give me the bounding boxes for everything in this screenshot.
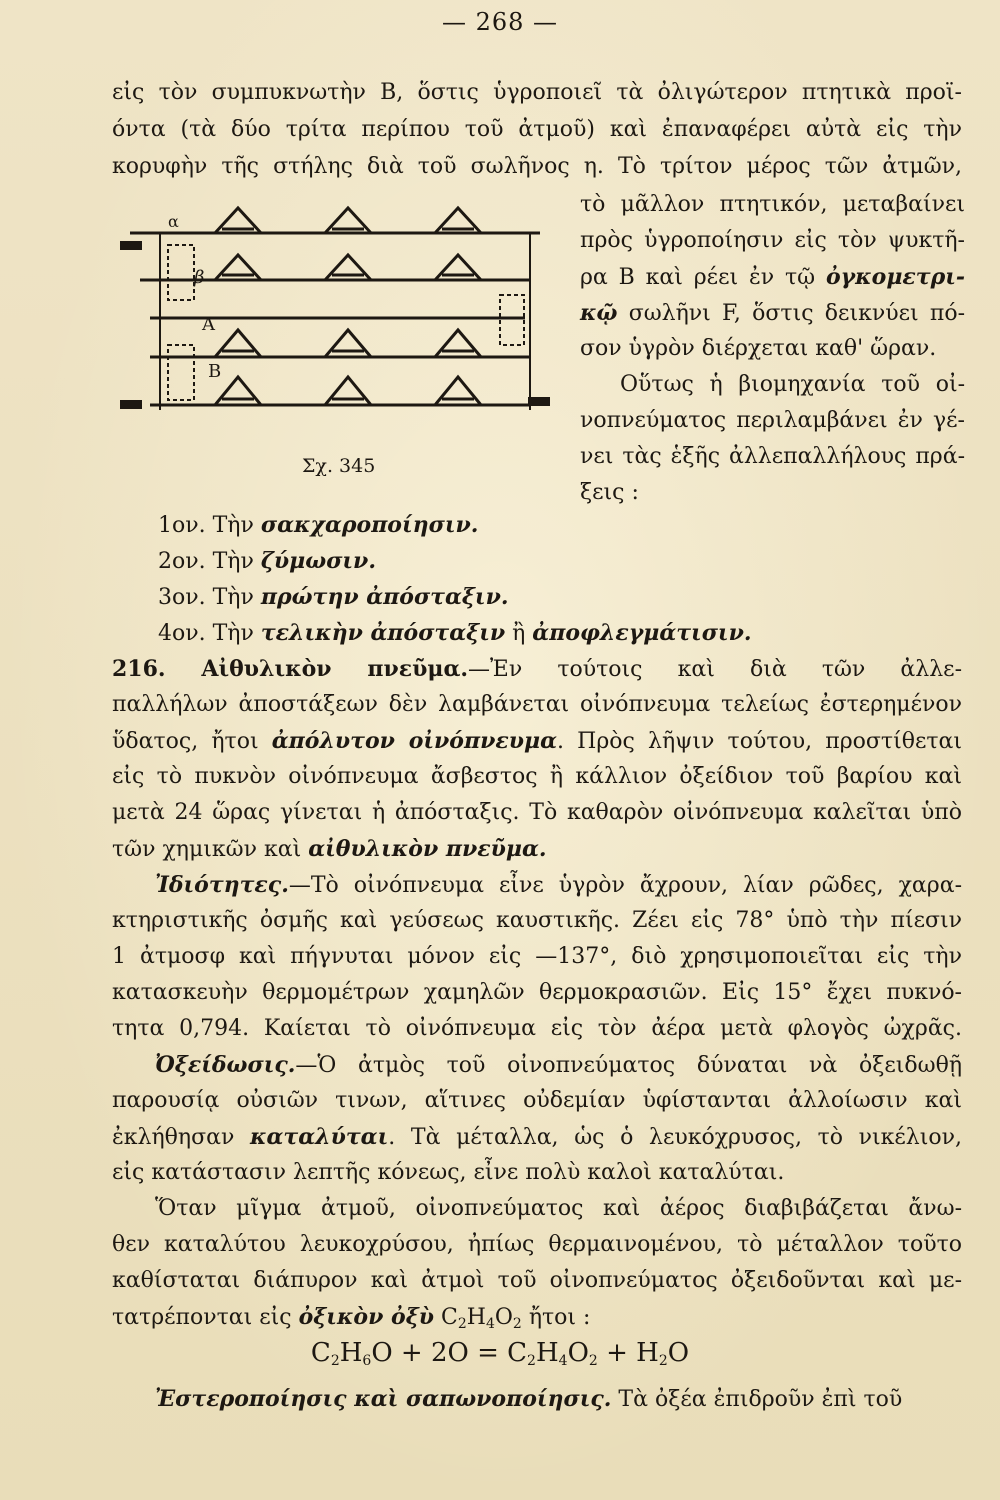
text-line: όντα (τὰ δύο τρίτα περίπου τοῦ ἀτμοῦ) καὶ ἐπαναφέρει αὐτὰ εἰς τὴν <box>112 117 962 142</box>
column-line: πρὸς ὑγροποίησιν εἰς τὸν ψυκτῆ- <box>580 228 965 253</box>
text-line: κορυφὴν τῆς στήλης διὰ τοῦ σωλῆνος η. Τὸ τρίτον μέρος τῶν ἀτμῶν, <box>112 154 962 179</box>
text-line: παλλήλων ἀποστάξεων δὲν λαμβάνεται οἰνόπνευμα τελείως ἐστερημένον <box>112 692 962 717</box>
figure-label-B: Β <box>208 361 222 382</box>
text-line: εἰς τὸ πυκνὸν οἰνόπνευμα ἄσβεστος ἢ κάλλιον ὀξείδιον τοῦ βαρίου καὶ <box>112 764 962 789</box>
section-number: 216. <box>112 656 166 682</box>
figure-label-beta: β <box>194 267 205 288</box>
text-line: Ὅταν μῖγμα ἀτμοῦ, οἰνοπνεύματος καὶ ἀέρος διαβιβάζεται ἄνω- <box>155 1196 962 1221</box>
text-line: καθίσταται διάπυρον καὶ ἀτμοὶ τοῦ οἰνοπνεύματος ὀξειδοῦνται καὶ με- <box>112 1268 962 1293</box>
text-line: θεν καταλύτου λευκοχρύσου, ἠπίως θερμαινομένου, τὸ μέταλλον τοῦτο <box>112 1232 962 1257</box>
text-line: κτηριστικῆς ὀσμῆς καὶ γεύσεως καυστικῆς. Ζέει εἰς 78° ὑπὸ τὴν πίεσιν <box>112 908 962 933</box>
text-line: ὕδατος, ἤτοι ἀπόλυτον οἰνόπνευμα. Πρὸς λῆψιν τούτου, προστίθεται <box>112 728 963 754</box>
section-heading-line: 216. Αἰθυλικὸν πνεῦμα.—Ἐν τούτοις καὶ διὰ τῶν ἀλλε- <box>112 656 963 682</box>
section-title: Αἰθυλικὸν πνεῦμα. <box>165 656 469 682</box>
figure-label-alpha: α <box>168 212 179 231</box>
column-line: Οὕτως ἡ βιομηχανία τοῦ οἰ- <box>620 372 965 397</box>
text-line: τητα 0,794. Καίεται τὸ οἰνόπνευμα εἰς τὸν ἀέρα μετὰ φλογὸς ὠχρᾶς. <box>112 1016 962 1041</box>
column-line: νει τὰς ἑξῆς ἀλλεπαλλήλους πρά- <box>580 444 965 469</box>
distillation-column-figure <box>120 205 550 450</box>
text-line: εἰς κατάστασιν λεπτῆς κόνεως, εἶνε πολὺ καλοὶ καταλύται. <box>112 1160 785 1185</box>
text-line: εἰς τὸν συμπυκνωτὴν Β, ὅστις ὑγροποιεῖ τὰ ὀλιγώτερον πτητικὰ προϊ- <box>112 80 962 105</box>
text-line: μετὰ 24 ὥρας γίνεται ἡ ἀπόσταξις. Τὸ καθαρὸν οἰνόπνευμα καλεῖται ὑπὸ <box>112 800 962 825</box>
column-line: ρα Β καὶ ρέει ἐν τῷ ὀγκομετρι- <box>580 264 965 290</box>
page-number: — 268 — <box>441 8 559 36</box>
figure-caption: Σχ. 345 <box>302 455 376 477</box>
text-line: 1 ἀτμοσφ καὶ πήγνυται μόνον εἰς —137°, διὸ χρησιμοποιεῖται εἰς τὴν <box>112 944 962 969</box>
text-line: Ἐστεροποίησις καὶ σαπωνοποίησις. Τὰ ὀξέα ἐπιδροῦν ἐπὶ τοῦ <box>155 1386 903 1412</box>
text-line: ἐκλήθησαν καταλύται. Τὰ μέταλλα, ὡς ὁ λευκόχρυσος, τὸ νικέλιον, <box>112 1124 962 1150</box>
chemical-equation: $C_2H_6O + 2O = C_2H_4O_2 + H_2O$ <box>310 1338 690 1369</box>
list-item: 2ον. Τὴν ζύμωσιν. <box>158 548 376 574</box>
list-item: 3ον. Τὴν πρώτην ἀπόσταξιν. <box>158 584 509 610</box>
text-line: Ἰδιότητες.—Τὸ οἰνόπνευμα εἶνε ὑγρὸν ἄχρουν, λίαν ρῶδες, χαρα- <box>155 872 962 898</box>
list-item: 4ον. Τὴν τελικὴν ἀπόσταξιν ἢ ἀποφλεγμάτισιν. <box>158 620 752 646</box>
column-line: ξεις : <box>580 480 639 505</box>
list-item: 1ον. Τὴν σακχαροποίησιν. <box>158 512 479 538</box>
column-line: τὸ μᾶλλον πτητικόν, μεταβαίνει <box>580 192 965 217</box>
column-line: νοπνεύματος περιλαμβάνει ἐν γέ- <box>580 408 965 433</box>
text-line: κατασκευὴν θερμομέτρων χαμηλῶν θερμοκρασιῶν. Εἰς 15° ἔχει πυκνό- <box>112 980 962 1005</box>
text-line: παρουσίᾳ οὐσιῶν τινων, αἵτινες οὐδεμίαν ὑφίστανται ἀλλοίωσιν καὶ <box>112 1088 962 1113</box>
text-line: τατρέπονται εἰς ὀξικὸν ὀξὺ $C_2H_4O_2$ ἤτοι : <box>112 1304 591 1332</box>
column-line: κῷ σωλῆνι F, ὅστις δεικνύει πό- <box>580 300 965 326</box>
text-line: τῶν χημικῶν καὶ αἰθυλικὸν πνεῦμα. <box>112 836 547 862</box>
figure-label-A: Α <box>202 314 215 335</box>
column-line: σον ὑγρὸν διέρχεται καθ' ὥραν. <box>580 336 937 361</box>
text-line: Ὀξείδωσις.—Ὁ ἀτμὸς τοῦ οἰνοπνεύματος δύναται νὰ ὀξειδωθῇ <box>155 1052 962 1078</box>
